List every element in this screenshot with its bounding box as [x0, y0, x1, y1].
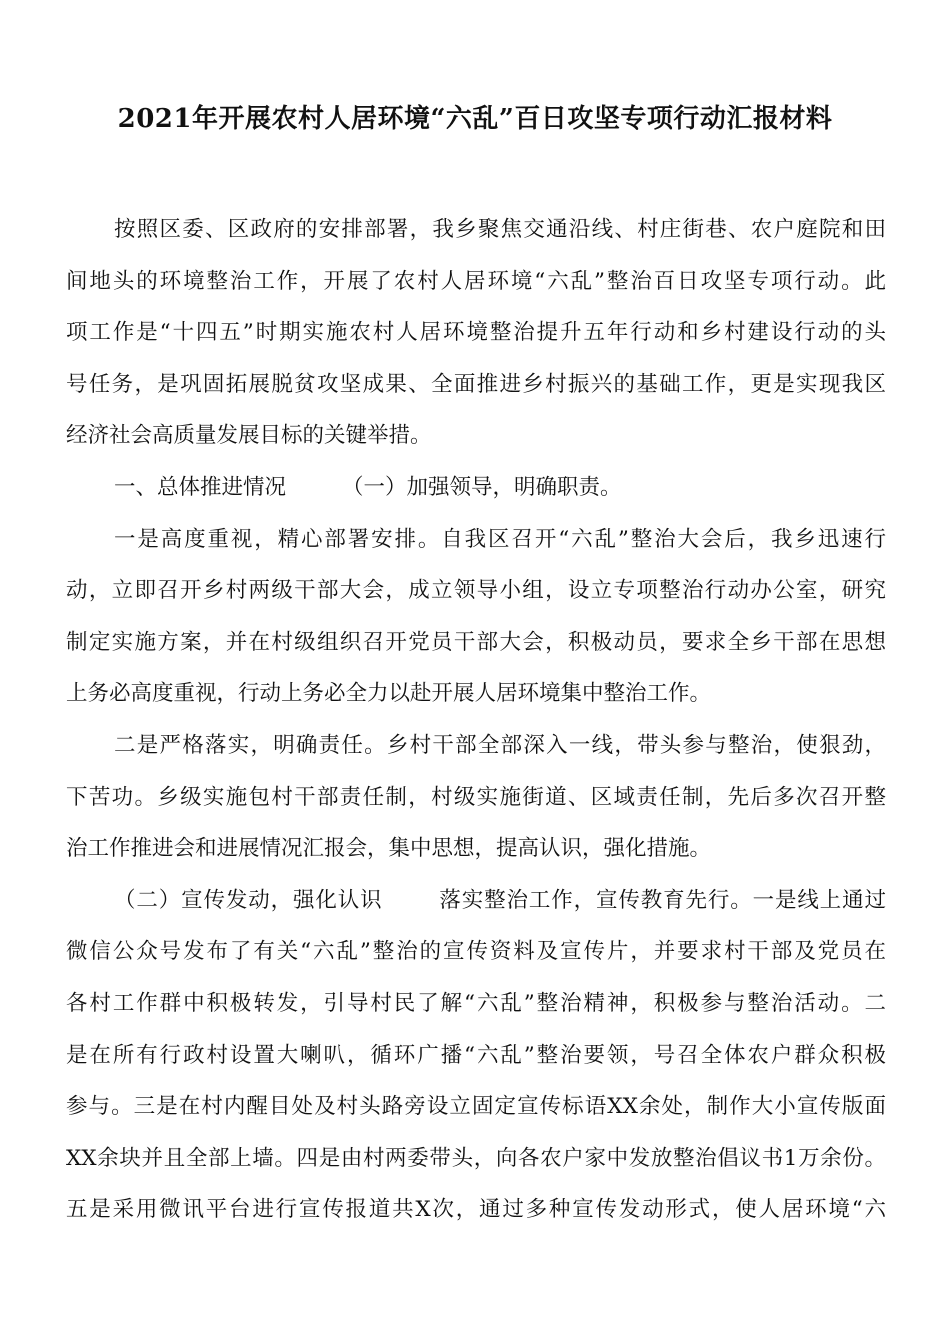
body-line: 经济社会高质量发展目标的关键举措。: [66, 423, 432, 449]
document-body: [66, 210, 886, 1242]
body-line: 上务必高度重视，行动上务必全力以赴开展人居环境集中整治工作。: [66, 681, 712, 707]
body-line: 治工作推进会和进展情况汇报会，集中思想，提高认识，强化措施。: [66, 836, 712, 862]
body-line: 五是采用微讯平台进行宣传报道共X次，通过多种宣传发动形式，使人居环境“六: [66, 1197, 886, 1223]
body-line: 是在所有行政村设置大喇叭，循环广播“六乱”整治要领，号召全体农户群众积极: [66, 1042, 886, 1068]
body-line: 动，立即召开乡村两级干部大会，成立领导小组，设立专项整治行动办公室，研究: [66, 578, 886, 604]
subsection-heading: （一）加强领导，明确职责。: [342, 474, 622, 500]
body-line: 二是严格落实，明确责任。乡村干部全部深入一线，带头参与整治，使狠劲，: [114, 732, 886, 758]
body-line: 参与。三是在村内醒目处及村头路旁设立固定宣传标语XX余处，制作大小宣传版面: [66, 1094, 886, 1120]
body-text-span: 落实整治工作，宣传教育先行。一是线上通过: [438, 887, 886, 913]
body-line: 一是高度重视，精心部署安排。自我区召开“六乱”整治大会后，我乡迅速行: [114, 526, 886, 552]
body-line: 微信公众号发布了有关“六乱”整治的宣传资料及宣传片，并要求村干部及党员在: [66, 939, 886, 965]
subsection-line: [66, 881, 886, 933]
section-heading: 一、总体推进情况: [114, 474, 287, 500]
section-heading-line: [66, 468, 886, 520]
body-line: 号任务，是巩固拓展脱贫攻坚成果、全面推进乡村振兴的基础工作，更是实现我区: [66, 371, 886, 397]
body-line: 各村工作群中积极转发，引导村民了解“六乱”整治精神，积极参与整治活动。二: [66, 990, 886, 1016]
body-line: 下苦功。乡级实施包村干部责任制，村级实施街道、区域责任制，先后多次召开整: [66, 784, 886, 810]
body-line: 项工作是“十四五”时期实施农村人居环境整治提升五年行动和乡村建设行动的头: [66, 320, 886, 346]
body-line: 间地头的环境整治工作，开展了农村人居环境“六乱”整治百日攻坚专项行动。此: [66, 268, 886, 294]
body-line: 按照区委、区政府的安排部署，我乡聚焦交通沿线、村庄街巷、农户庭院和田: [114, 217, 886, 242]
body-line: XX余块并且全部上墙。四是由村两委带头，向各农户家中发放整治倡议书1万余份。: [66, 1145, 886, 1171]
document-title: 2021年开展农村人居环境“六乱”百日攻坚专项行动汇报材料: [117, 104, 833, 134]
subsection-heading: （二）宣传发动，强化认识: [114, 887, 383, 913]
body-line: 制定实施方案，并在村级组织召开党员干部大会，积极动员，要求全乡干部在思想: [66, 629, 886, 655]
